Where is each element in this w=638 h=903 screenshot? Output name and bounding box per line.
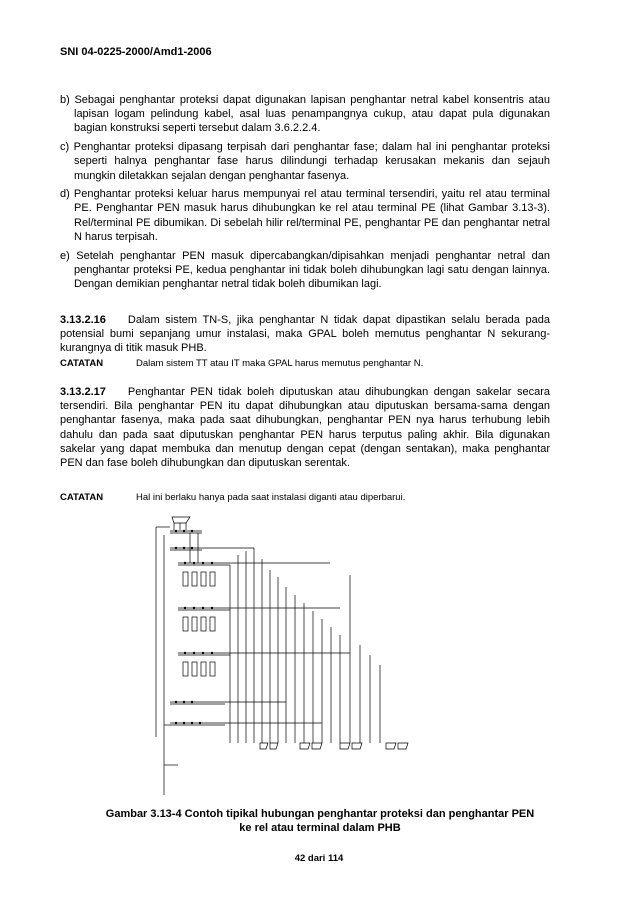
caption-line-2: ke rel atau terminal dalam PHB bbox=[239, 822, 401, 834]
clause-text: Penghantar PEN tidak boleh diputuskan atau dihubungkan dengan sakelar secara tersendiri. Bila penghantar PEN itu dapat dihubungkan atau diputuskan bersama-sama dengan penghantar fasenya, maka pada saat dihubungkan, penghantar PEN nya harus terhubung lebih dahulu dan pada saat diputuskan penghantar PEN harus terputus paling akhir. Bila digunakan sakelar yang dapat membuka dan menutup dengan cepat (dengan sentakan), maka penghantar PEN dan fase boleh dihubungkan dan diputuskan serentak. bbox=[60, 386, 550, 470]
wiring-diagram bbox=[150, 515, 420, 795]
note-text: Dalam sistem TT atau IT maka GPAL harus memutus penghantar N. bbox=[136, 358, 424, 369]
caption-line-1: Gambar 3.13-4 Contoh tipikal hubungan penghantar proteksi dan penghantar PEN bbox=[105, 808, 535, 820]
figure-caption bbox=[60, 807, 580, 835]
note-2 bbox=[60, 492, 560, 503]
list-item-b: b) Sebagai penghantar proteksi dapat digunakan lapisan penghantar netral kabel konsentris atau lapisan logam pelindung kabel, asal luas penampangnya cukup, atau dapat pula digunakan bagian konstruksi seperti tersebut dalam 3.6.2.2.4. bbox=[60, 94, 550, 135]
list-item-e: e) Setelah penghantar PEN masuk dipercabangkan/dipisahkan menjadi penghantar netral dan penghantar proteksi PE, kedua penghantar ini tidak boleh dihubungkan lagi satu dengan lainnya. Dengan demikian penghantar netral tidak boleh dibumikan lagi. bbox=[60, 249, 550, 290]
note-1 bbox=[60, 358, 560, 369]
clause-3-13-2-17 bbox=[60, 385, 550, 470]
note-label: CATATAN bbox=[60, 358, 104, 369]
clause-3-13-2-16 bbox=[60, 313, 550, 356]
document-header: SNI 04-0225-2000/Amd1-2006 bbox=[60, 46, 212, 58]
page-number: 42 dari 114 bbox=[294, 853, 344, 864]
clause-number: 3.13.2.16 bbox=[60, 314, 106, 326]
item-list bbox=[60, 93, 550, 296]
note-label: CATATAN bbox=[60, 492, 104, 503]
list-item-c: c) Penghantar proteksi dipasang terpisah dari penghantar fase; dalam hal ini penghantar proteksi seperti halnya penghantar fase harus dilindungi terhadap kerusakan mekanis dan sejauh mungkin diletakkan sejalan dengan penghantar fasenya. bbox=[60, 141, 550, 182]
clause-number: 3.13.2.17 bbox=[60, 386, 106, 398]
clause-text: Dalam sistem TN-S, jika penghantar N tidak dapat dipastikan selalu berada pada potensial bumi sepanjang umur instalasi, maka GPAL boleh memutus penghantar N sekurang-kurangnya di titik masuk PHB. bbox=[60, 314, 550, 355]
list-item-d: d) Penghantar proteksi keluar harus mempunyai rel atau terminal tersendiri, yaitu rel atau terminal PE. Penghantar PEN masuk harus dihubungkan ke rel atau terminal PE (lihat Gambar 3.13-3). Rel/terminal PE dibumikan. Di sebelah hilir rel/terminal PE, penghantar PE dan penghantar netral N harus terpisah. bbox=[60, 188, 550, 243]
note-text: Hal ini berlaku hanya pada saat instalasi diganti atau diperbarui. bbox=[136, 492, 406, 503]
